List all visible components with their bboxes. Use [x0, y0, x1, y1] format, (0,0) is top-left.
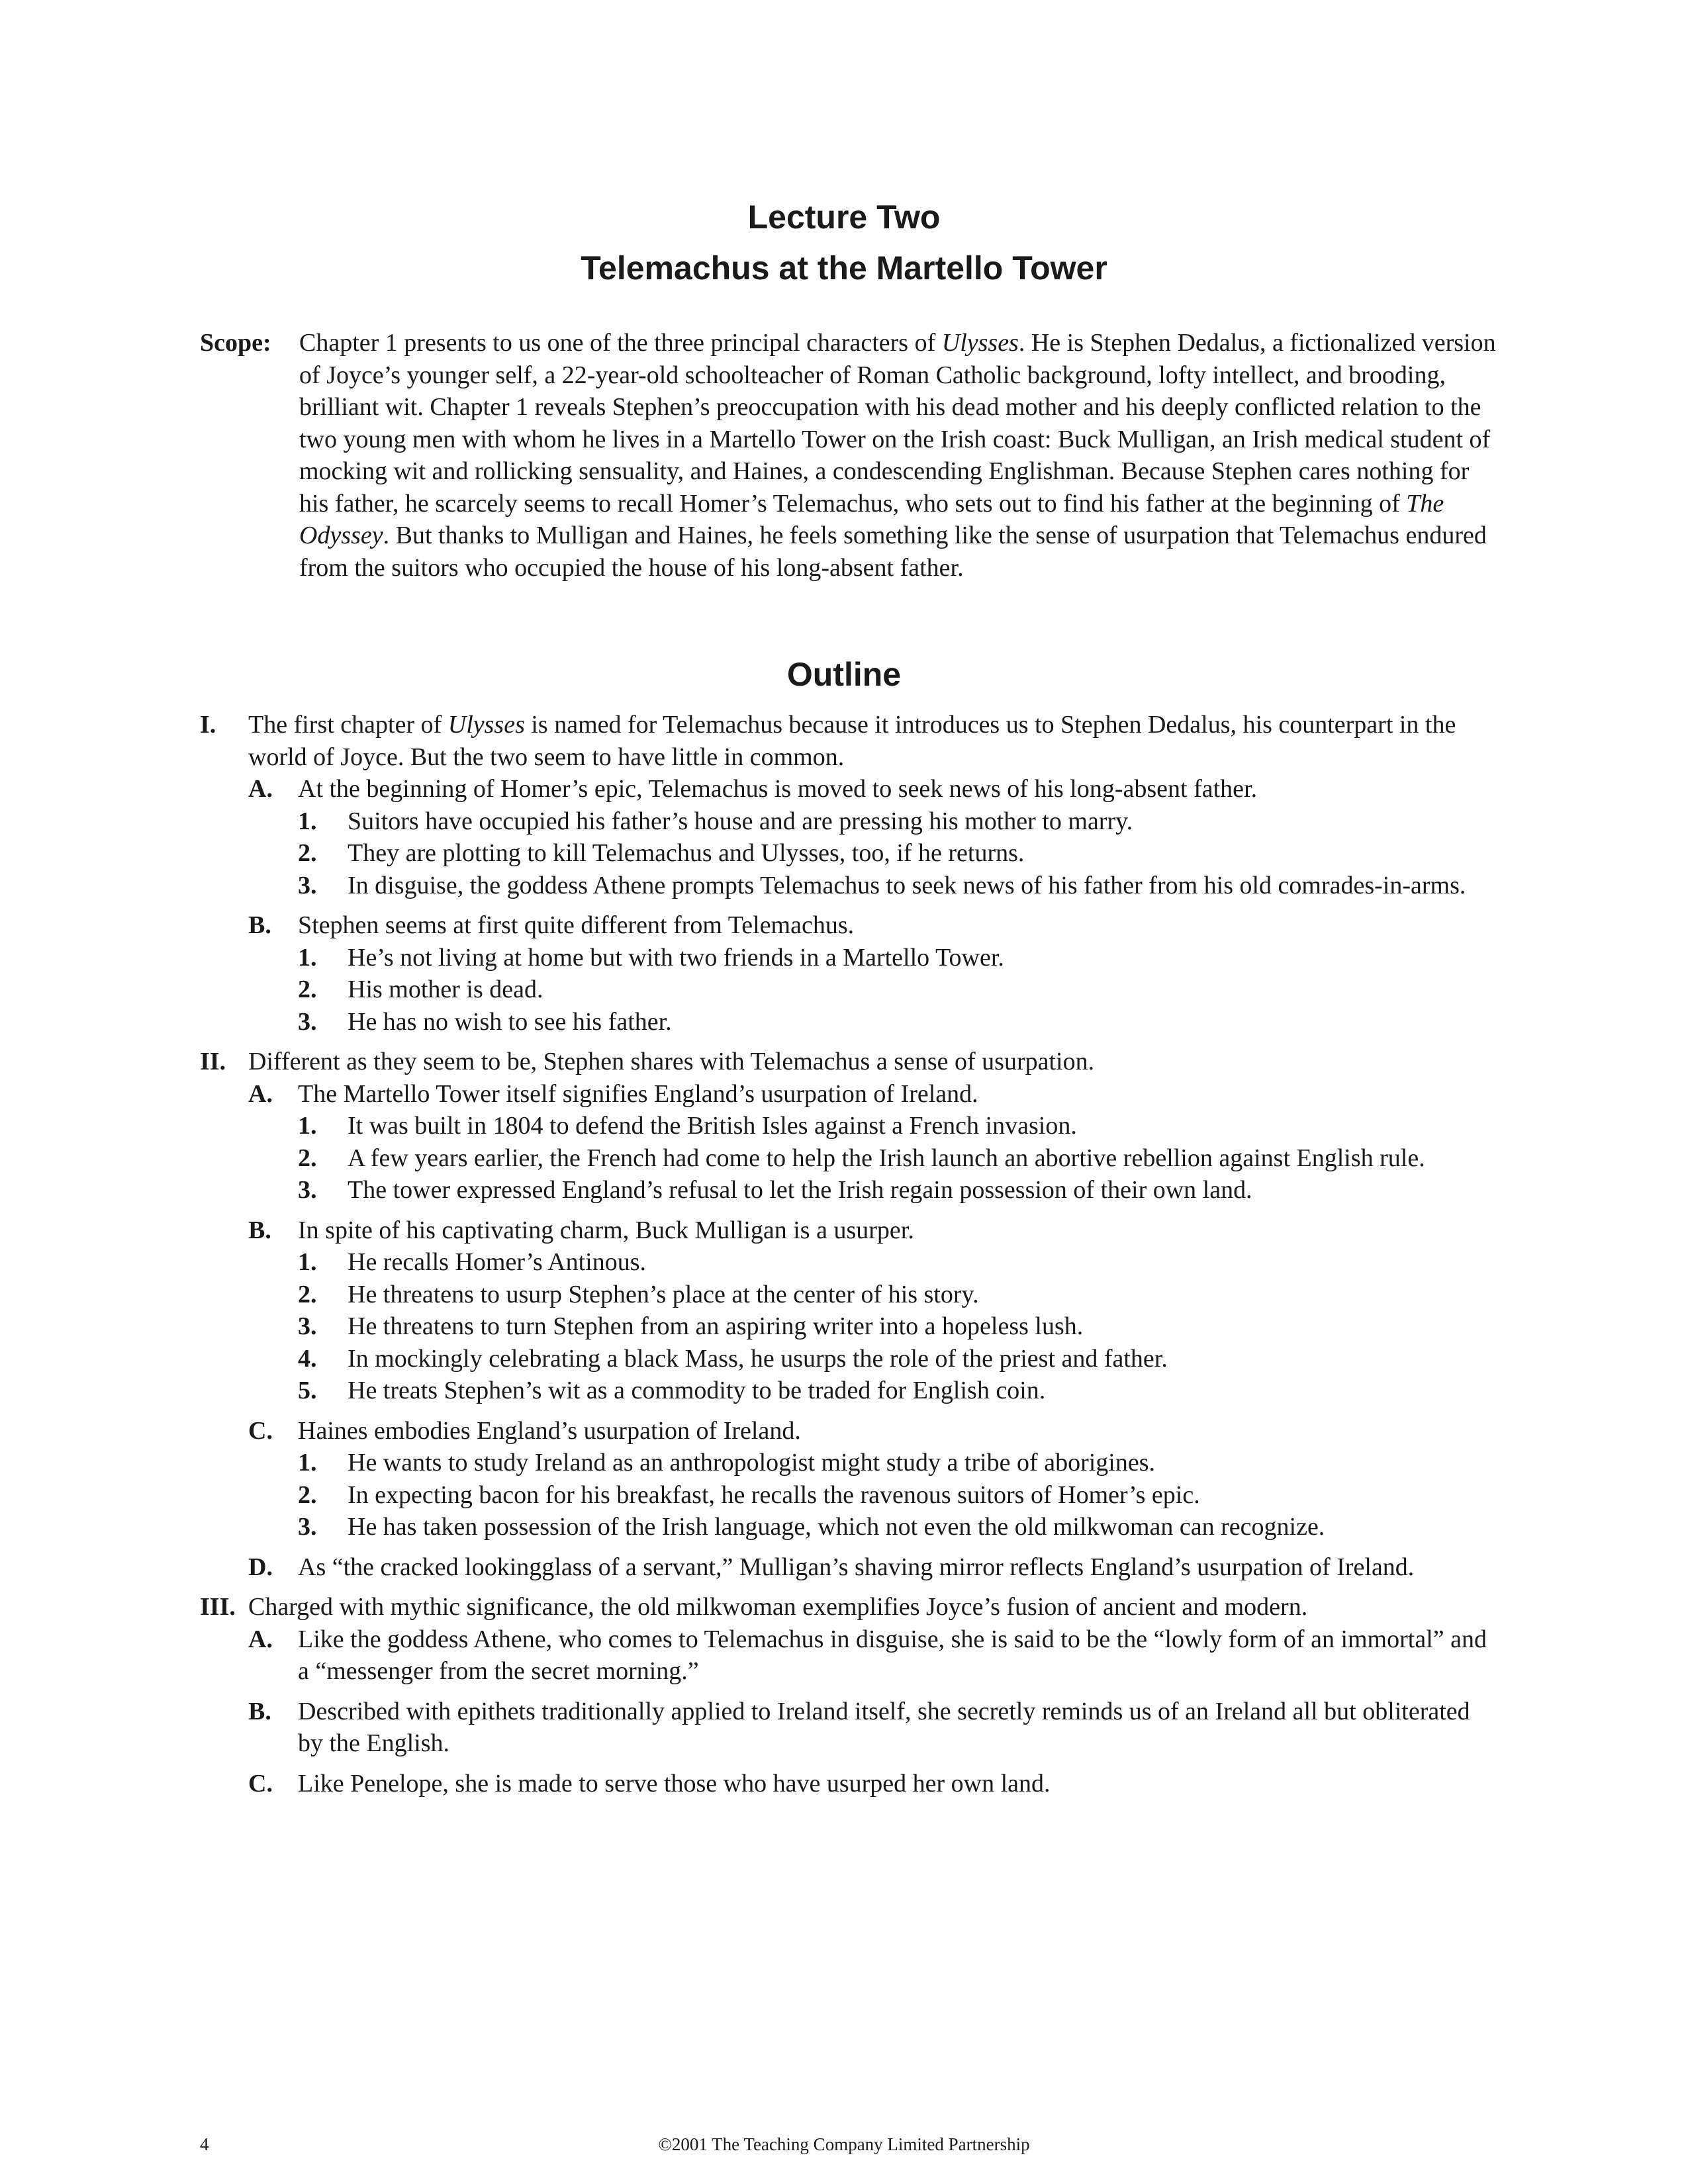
outline-item — [298, 805, 1497, 838]
outline-subpoint — [248, 1415, 1497, 1543]
outline-item — [298, 1310, 1497, 1343]
section-text — [248, 709, 1497, 773]
item-text: He has no wish to see his father. — [348, 1007, 672, 1036]
outline-item — [298, 1246, 1497, 1279]
outline-item — [298, 942, 1497, 974]
item-text: The tower expressed England’s refusal to let the Irish regain possession of their own land. — [348, 1176, 1252, 1204]
item-number: 3. — [298, 1176, 317, 1204]
text-run: Different as they seem to be, Stephen shares with Telemachus a sense of usurpation. — [248, 1048, 1095, 1075]
item-number: 1. — [298, 1449, 317, 1477]
outline-list — [200, 709, 1497, 1807]
section-text — [248, 1046, 1497, 1078]
outline-section — [200, 709, 1497, 1038]
item-text: In disguise, the goddess Athene prompts Telemachus to seek news of his father from his old comrades-in-arms. — [348, 871, 1466, 899]
scope-text — [299, 327, 1497, 584]
outline-item — [298, 1511, 1497, 1543]
item-number: 2. — [298, 839, 317, 867]
page-number: 4 — [200, 2134, 209, 2154]
text-run: Chapter 1 presents to us one of the three principal characters of — [299, 329, 942, 357]
italic-title: Ulysses — [447, 711, 525, 739]
subpoint-text: Like the goddess Athene, who comes to Telemachus in disguise, she is said to be the “lowly form of an immortal” and a “messenger from the secret morning.” — [298, 1625, 1487, 1685]
subpoint-text: At the beginning of Homer’s epic, Telemachus is moved to seek news of his long-absent father. — [298, 775, 1258, 803]
outline-subpoint — [248, 773, 1497, 901]
item-text: Suitors have occupied his father’s house and are pressing his mother to marry. — [348, 807, 1133, 835]
subpoint-text: In spite of his captivating charm, Buck Mulligan is a usurper. — [298, 1216, 914, 1244]
text-run: Charged with mythic significance, the old milkwoman exemplifies Joyce’s fusion of ancient and modern. — [248, 1593, 1308, 1621]
item-number: 3. — [298, 871, 317, 899]
subpoint-letter: B. — [248, 911, 271, 939]
subpoint-letter: D. — [248, 1553, 273, 1581]
item-text: They are plotting to kill Telemachus and Ulysses, too, if he returns. — [348, 839, 1025, 867]
copyright-notice: ©2001 The Teaching Company Limited Partnership — [658, 2134, 1030, 2154]
item-number: 1. — [298, 943, 317, 972]
lecture-number: Lecture Two — [747, 199, 941, 236]
outline-heading: Outline — [786, 656, 902, 693]
item-number: 3. — [298, 1007, 317, 1036]
item-text: His mother is dead. — [348, 976, 543, 1003]
outline-item — [298, 870, 1497, 902]
outline-subpoint — [248, 1551, 1497, 1584]
item-number: 5. — [298, 1377, 317, 1404]
subpoint-text: Stephen seems at first quite different from Telemachus. — [298, 911, 855, 939]
outline-subpoint — [248, 909, 1497, 1038]
item-number: 1. — [298, 807, 317, 835]
outline-item — [298, 837, 1497, 870]
subpoint-text: Described with epithets traditionally applied to Ireland itself, she secretly reminds us of an Ireland all but obliterated by the English. — [298, 1697, 1470, 1757]
item-text: He threatens to usurp Stephen’s place at the center of his story. — [348, 1280, 979, 1308]
item-number: 4. — [298, 1344, 317, 1373]
section-numeral: III. — [200, 1593, 236, 1621]
outline-item — [298, 1142, 1497, 1175]
subpoint-letter: B. — [248, 1216, 271, 1244]
outline-subpoint — [248, 1768, 1497, 1800]
outline-section — [200, 1046, 1497, 1583]
subpoint-letter: C. — [248, 1769, 273, 1797]
subpoint-text: Haines embodies England’s usurpation of Ireland. — [298, 1416, 801, 1445]
item-text: He wants to study Ireland as an anthropologist might study a tribe of aborigines. — [348, 1449, 1155, 1477]
subpoint-letter: C. — [248, 1416, 273, 1445]
item-text: He’s not living at home but with two friends in a Martello Tower. — [348, 943, 1004, 972]
item-text: He recalls Homer’s Antinous. — [348, 1248, 646, 1276]
section-numeral: II. — [200, 1048, 226, 1075]
subpoint-text: The Martello Tower itself signifies England’s usurpation of Ireland. — [298, 1079, 978, 1108]
outline-subpoint — [248, 1696, 1497, 1760]
lecture-title: Telemachus at the Martello Tower — [581, 250, 1107, 287]
subpoint-letter: A. — [248, 1079, 273, 1108]
subpoint-letter: A. — [248, 775, 273, 803]
scope-label: Scope: — [200, 329, 271, 357]
outline-item — [298, 1110, 1497, 1142]
item-number: 2. — [298, 1480, 317, 1509]
outline-subpoint — [248, 1623, 1497, 1688]
outline-item — [298, 1006, 1497, 1038]
item-number: 2. — [298, 1280, 317, 1308]
text-run: . But thanks to Mulligan and Haines, he feels something like the sense of usurpation that Telemachus endured from the suitors who occupied the house of his long-absent father. — [299, 522, 1487, 582]
outline-item — [298, 1479, 1497, 1512]
item-text: He has taken possession of the Irish language, which not even the old milkwoman can recognize. — [348, 1513, 1325, 1541]
subpoint-letter: B. — [248, 1697, 271, 1725]
item-text: He threatens to turn Stephen from an aspiring writer into a hopeless lush. — [348, 1312, 1084, 1340]
section-numeral: I. — [200, 711, 216, 739]
outline-item — [298, 1343, 1497, 1375]
subpoint-letter: A. — [248, 1625, 273, 1653]
subpoint-text: Like Penelope, she is made to serve those who have usurped her own land. — [298, 1769, 1051, 1797]
item-number: 1. — [298, 1112, 317, 1140]
text-run: is named for Telemachus because it introduces us to Stephen Dedalus, his counterpart in the world of Joyce. But the two seem to have little in common. — [248, 711, 1456, 771]
outline-subpoint — [248, 1078, 1497, 1206]
item-text: A few years earlier, the French had come to help the Irish launch an abortive rebellion against English rule. — [348, 1144, 1425, 1172]
text-run: The first chapter of — [248, 711, 448, 739]
item-number: 2. — [298, 1144, 317, 1172]
item-text: In expecting bacon for his breakfast, he recalls the ravenous suitors of Homer’s epic. — [348, 1480, 1200, 1509]
section-text — [248, 1591, 1497, 1623]
item-text: He treats Stephen’s wit as a commodity to be traded for English coin. — [348, 1377, 1046, 1404]
outline-item — [298, 974, 1497, 1006]
outline-item — [298, 1447, 1497, 1479]
italic-title: The Odyssey — [299, 489, 1444, 549]
text-run: . He is Stephen Dedalus, a fictionalized version of Joyce’s younger self, a 22-year-old schoolteacher of Roman Catholic background, lofty intellect, and brooding, brilliant wit. Chapter 1 reveals Stephen’s preoccupation with his dead mother and his deeply conflicted relation to the two young men with whom he lives in a Martello Tower on the Irish coast: Buck Mulligan, an Irish medical student of mocking wit and rollicking sensuality, and Haines, a condescending Englishman. Because Stephen cares nothing for his father, he scarcely seems to recall Homer’s Telemachus, who sets out to find his father at the beginning of — [299, 329, 1496, 518]
item-text: In mockingly celebrating a black Mass, he usurps the role of the priest and father. — [348, 1344, 1168, 1373]
subpoint-text: As “the cracked lookingglass of a servant,” Mulligan’s shaving mirror reflects England’s usurpation of Ireland. — [298, 1553, 1415, 1581]
item-number: 2. — [298, 976, 317, 1003]
item-number: 3. — [298, 1513, 317, 1541]
outline-subpoint — [248, 1214, 1497, 1407]
item-text: It was built in 1804 to defend the British Isles against a French invasion. — [348, 1112, 1077, 1140]
outline-item — [298, 1174, 1497, 1206]
item-number: 1. — [298, 1248, 317, 1276]
outline-item — [298, 1375, 1497, 1407]
outline-item — [298, 1279, 1497, 1311]
italic-title: Ulysses — [941, 329, 1019, 357]
item-number: 3. — [298, 1312, 317, 1340]
outline-section — [200, 1591, 1497, 1799]
